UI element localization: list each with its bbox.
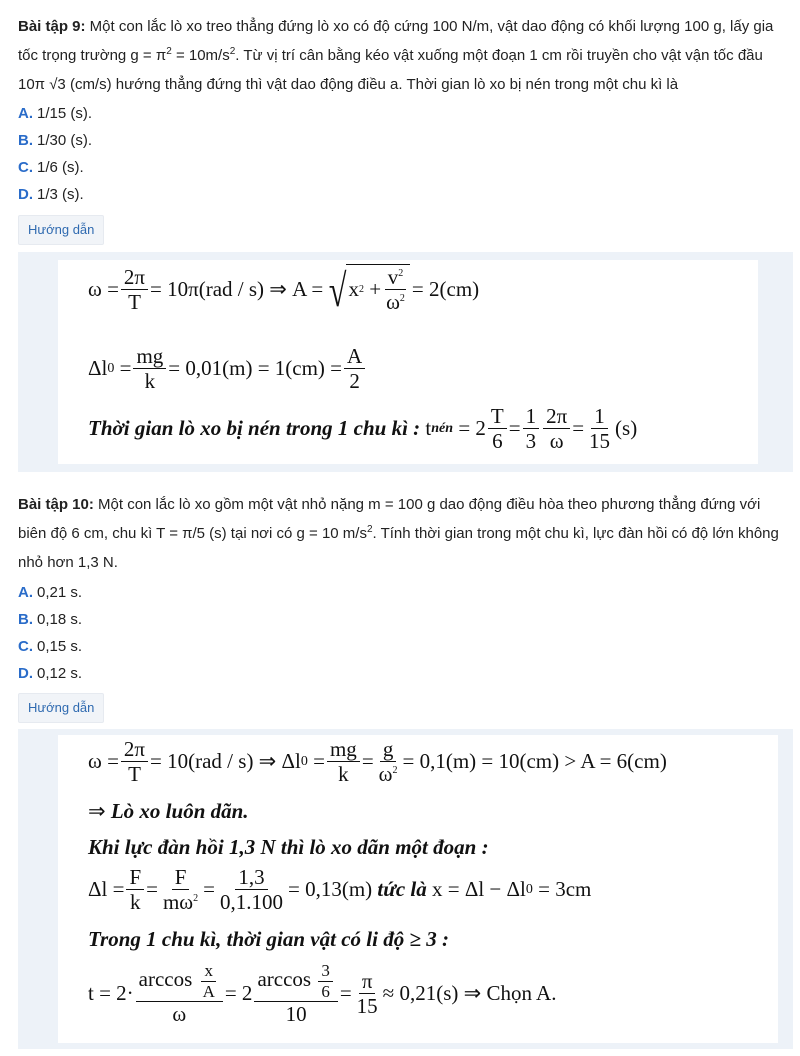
q9-guide-button[interactable]: Hướng dẫn	[18, 215, 104, 245]
q10-solution-panel	[18, 729, 793, 1049]
q10-line3: nhỏ hơn 1,3 N.	[18, 554, 118, 571]
q10-guide-button[interactable]: Hướng dẫn	[18, 693, 104, 723]
q10-option-c[interactable]: C. 0,15 s.	[18, 638, 83, 655]
q10-sol-line5: Trong 1 chu kì, thời gian vật có li độ ≥ 3 :	[88, 927, 449, 951]
q9-option-a[interactable]: A. 1/15 (s).	[18, 105, 93, 122]
q9-label: Bài tập 9:	[18, 18, 86, 35]
q9-line1: Bài tập 9: Một con lắc lò xo treo thẳng đứng lò xo có độ cứng 100 N/m, vật dao động có khối lượng 100 g, lấy gia	[18, 18, 774, 35]
q9-line3: 10π √3 (cm/s) hướng thẳng đứng thì vật dao động điều a. Thời gian lò xo bị nén trong một chu kì là	[18, 76, 679, 93]
q10-option-b[interactable]: B. 0,18 s.	[18, 611, 83, 628]
q10-sol-line3: Khi lực đàn hồi 1,3 N thì lò xo dãn một đoạn :	[88, 835, 489, 859]
q9-sol-line3: Thời gian lò xo bị nén trong 1 chu kì : t nén = 2 $\frac{T}{6}$ = $\frac{1}{3}$ $\frac{2\pi}{\omega}$ = $\frac{1}{15}$ (s)	[88, 404, 638, 454]
q10-label: Bài tập 10:	[18, 496, 94, 513]
q10-line2: biên độ 6 cm, chu kì T = π/5 (s) tại nơi có g = 10 $m/s^2$. Tính thời gian trong một chu kì, lực đàn hồi có độ lớn không	[18, 524, 779, 542]
q9-solution-panel	[18, 252, 793, 472]
q9-line2: tốc trọng trường $g = \pi^2 = 10m/s^2$. Từ vị trí cân bằng kéo vật xuống một đoạn 1 cm rồi truyền cho vật vận tốc đầu	[18, 46, 763, 64]
q10-sol-line2: ⇒ Lò xo luôn dãn.	[88, 799, 249, 823]
q10-sol-line6: t = 2· arccos $\frac{x}{A}$ ω = 2 arccos $\frac{3}{6}$ 10 = $\frac{\pi}{15}$ ≈ 0,21(s) ⇒ Chọn A.	[88, 961, 557, 1027]
q10-option-d[interactable]: D. 0,12 s.	[18, 665, 83, 682]
question-9	[18, 12, 788, 99]
q9-option-c[interactable]: C. 1/6 (s).	[18, 159, 84, 176]
q10-sol-line1: ω = $\frac{2\pi}{T}$ = 10(rad / s) ⇒ Δl 0 = $\frac{mg}{k}$ = $\frac{g}{\omega^2}$ = 0,1(m) = 10(cm) > A = 6(cm)	[88, 737, 667, 787]
q9-option-b[interactable]: B. 1/30 (s).	[18, 132, 93, 149]
q10-option-a[interactable]: A. 0,21 s.	[18, 584, 83, 601]
q10-solution-image	[58, 735, 778, 1043]
q9-solution-image	[58, 260, 758, 464]
q9-sol-line1: ω = $\frac{2\pi}{T}$ = 10π(rad / s) ⇒ A = √ x 2 + $\frac{v^2}{\omega^2}$ = 2(cm)	[88, 264, 480, 317]
q9-option-d[interactable]: D. 1/3 (s).	[18, 186, 84, 203]
q9-sol-line2: Δl 0 = $\frac{mg}{k}$ = 0,01(m) = 1(cm) = $\frac{A}{2}$	[88, 344, 367, 393]
q10-line1: Bài tập 10: Một con lắc lò xo gồm một vật nhỏ nặng m = 100 g dao động điều hòa theo phương thẳng đứng với	[18, 496, 761, 513]
q10-sol-line4: Δl = $\frac{F}{k}$ = $\frac{F}{m\omega^2}$ = $\frac{1,3}{0,1.100}$ = 0,13(m) tức là x = Δl − Δl 0 = 3cm	[88, 865, 592, 915]
question-10	[18, 490, 788, 577]
